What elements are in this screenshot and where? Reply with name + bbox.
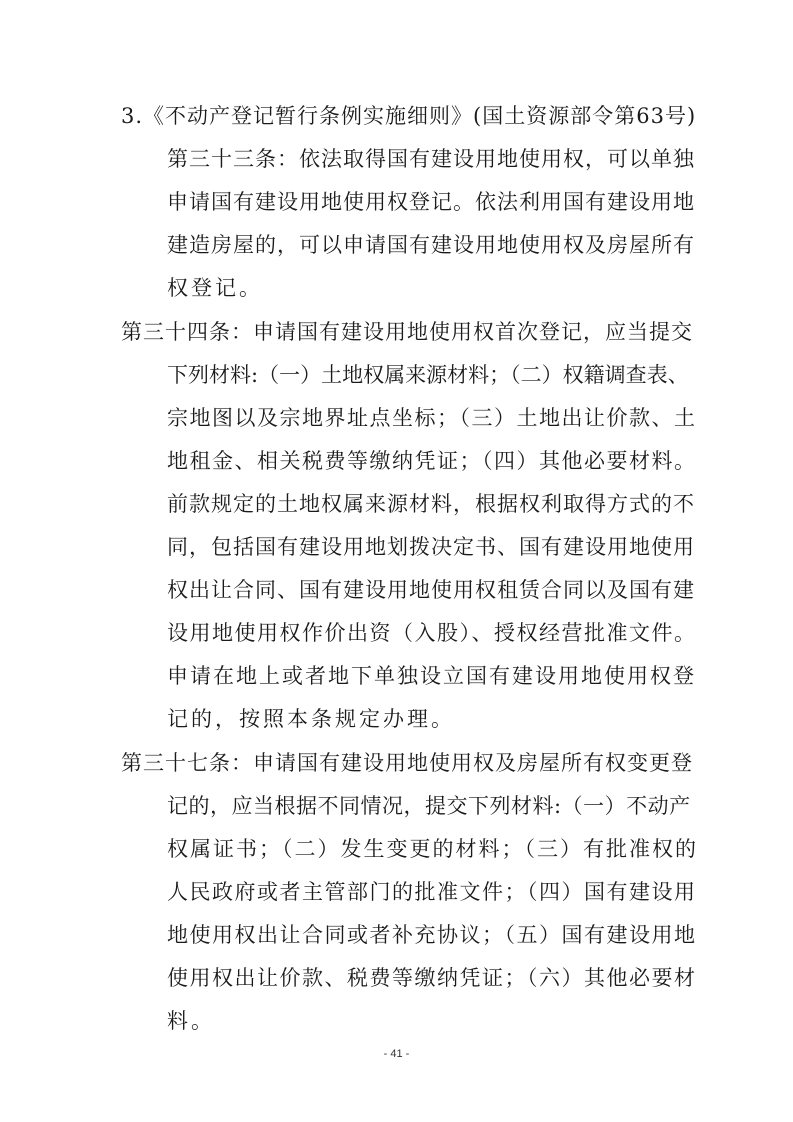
article-34-line-4: 地租金、相关税费等缴纳凭证；（四）其他必要材料。 (167, 449, 697, 473)
article-34-line-9: 申请在地上或者地下单独设立国有建设用地使用权登 (167, 664, 696, 688)
article-34-line-8: 设用地使用权作价出资（入股）、授权经营批准文件。 (167, 621, 697, 645)
article-34-line-5: 前款规定的土地权属来源材料，根据权利取得方式的不 (167, 492, 695, 516)
article-37-line-3: 权属证书；（二）发生变更的材料；（三）有批准权的 (167, 837, 698, 861)
article-34-line-2: 下列材料:（一）土地权属来源材料；（二）权籍调查表、 (167, 363, 689, 387)
article-33-line-2: 申请国有建设用地使用权登记。依法利用国有建设用地 (167, 190, 695, 214)
article-33-line-4: 权登记。 (167, 276, 263, 300)
page-number: - 41 - (383, 1048, 410, 1060)
article-37-line-4: 人民政府或者主管部门的批准文件；（四）国有建设用 (167, 880, 697, 904)
document-heading: 3.《不动产登记暂行条例实施细则》(国土资源部令第63号) (121, 104, 697, 128)
article-37-line-7: 料。 (167, 1009, 215, 1033)
article-37-line-2: 记的，应当根据不同情况，提交下列材料:（一）不动产 (167, 794, 691, 818)
article-33-line-1: 第三十三条：依法取得国有建设用地使用权，可以单独 (167, 147, 695, 171)
article-34-line-6: 同，包括国有建设用地划拨决定书、国有建设用地使用 (167, 535, 695, 559)
article-37-line-1: 第三十七条：申请国有建设用地使用权及房屋所有权变更登 (121, 751, 693, 775)
article-33-line-3: 建造房屋的，可以申请国有建设用地使用权及房屋所有 (167, 233, 695, 257)
article-34-line-10: 记的，按照本条规定办理。 (167, 707, 455, 731)
article-34-line-7: 权出让合同、国有建设用地使用权租赁合同以及国有建 (167, 578, 695, 602)
article-34-line-1: 第三十四条：申请国有建设用地使用权首次登记，应当提交 (121, 320, 693, 344)
article-37-line-5: 地使用权出让合同或者补充协议；（五）国有建设用地 (167, 923, 697, 947)
article-34-line-3: 宗地图以及宗地界址点坐标；（三）土地出让价款、土 (167, 406, 697, 430)
article-37-line-6: 使用权出让价款、税费等缴纳凭证；（六）其他必要材 (167, 966, 697, 990)
